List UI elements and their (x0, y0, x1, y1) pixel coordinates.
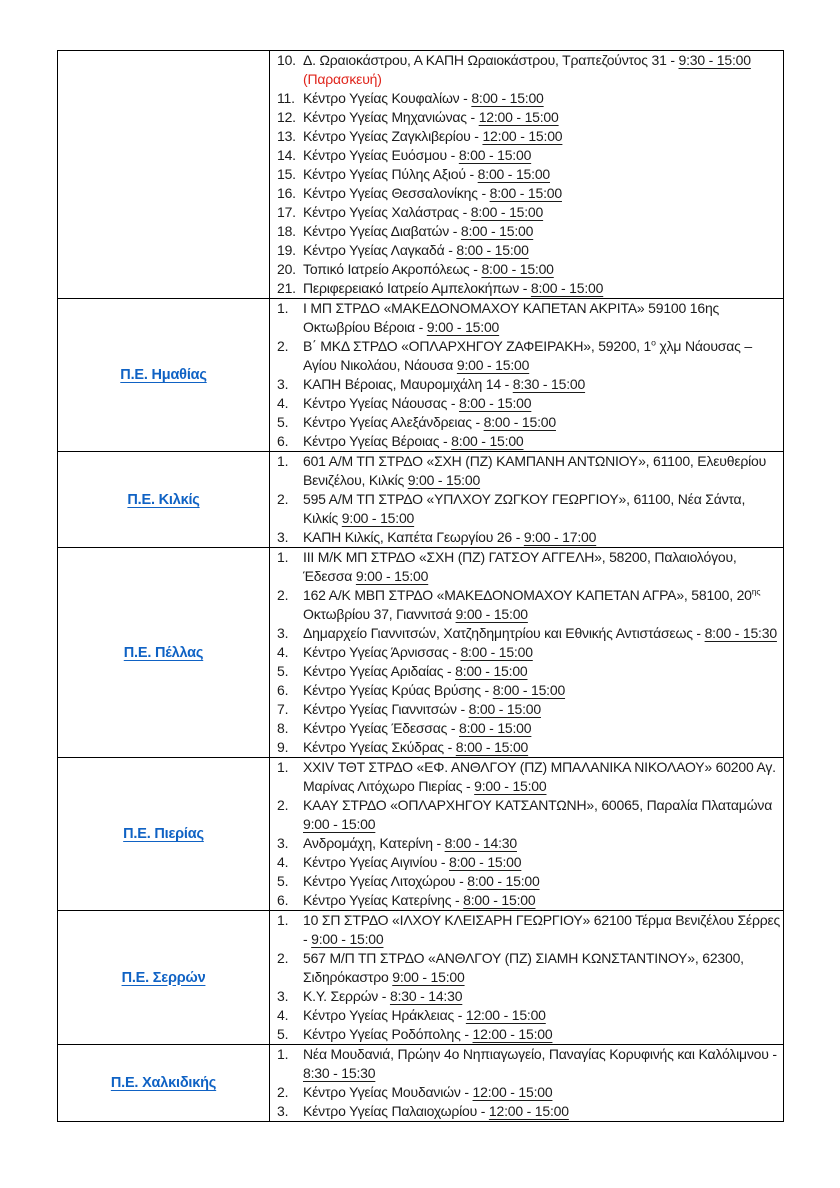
location-name: 162 Α/Κ ΜΒΠ ΣΤΡΔΟ «ΜΑΚΕΔΟΝΟΜΑΧΟΥ ΚΑΠΕΤΑΝ ΑΓΡΑ», 58100, 20 (303, 587, 752, 603)
location-name: Κέντρο Υγείας Άρνισσας - (303, 644, 461, 660)
item-number: 17. (277, 204, 296, 220)
item-number: 1. (277, 453, 289, 469)
location-item (270, 911, 783, 949)
item-text (303, 203, 783, 222)
location-list (270, 452, 783, 547)
opening-hours: 9:00 - 15:00 (407, 472, 481, 488)
item-number: 1. (277, 759, 289, 775)
item-number: 2. (277, 587, 289, 603)
item-number: 2. (277, 1084, 289, 1100)
location-list (270, 758, 783, 910)
location-name: Κέντρο Υγείας Ροδόπολης - (303, 1026, 473, 1042)
location-name: Κέντρο Υγείας Ηράκλειας - (303, 1007, 466, 1023)
location-name: ΚΑΑΥ ΣΤΡΔΟ «ΟΠΛΑΡΧΗΓΟΥ ΚΑΤΣΑΝΤΩΝΗ», 60065, Παραλία Πλαταμώνα (303, 797, 773, 813)
location-name-continued: χλμ Νάουσας – Αγίου Νικολάου, Νάουσα (303, 338, 752, 373)
item-number: 20. (277, 261, 296, 277)
locations-cell (270, 548, 784, 758)
location-name: Κέντρο Υγείας Αιγινίου - (303, 854, 450, 870)
location-name: 601 Α/Μ ΤΠ ΣΤΡΔΟ «ΣΧΗ (ΠΖ) ΚΑΜΠΑΝΗ ΑΝΤΩΝΙΟΥ», 61100, Ελευθερίου Βενιζέλου, Κιλκίς (303, 453, 767, 488)
opening-hours: 8:00 - 15:00 (477, 166, 550, 182)
location-name: ΚΑΠΗ Κιλκίς, Καπέτα Γεωργίου 26 - (303, 529, 524, 545)
location-item (270, 89, 783, 108)
location-name: Κέντρο Υγείας Βέροιας - (303, 433, 452, 449)
location-item (270, 662, 783, 681)
location-item (270, 127, 783, 146)
item-number: 8. (277, 720, 289, 736)
item-text (303, 241, 783, 260)
location-name: ΚΑΠΗ Βέροιας, Μαυρομιχάλη 14 - (303, 376, 513, 392)
item-text (303, 891, 783, 910)
item-number: 4. (277, 1007, 289, 1023)
region-label[interactable]: Π.Ε. Σερρών (121, 969, 206, 986)
location-item (270, 260, 783, 279)
location-item (270, 299, 783, 337)
opening-hours: 8:00 - 15:00 (483, 414, 556, 430)
opening-hours: 8:00 - 15:00 (481, 261, 554, 277)
opening-hours: 8:30 - 15:30 (303, 1065, 376, 1081)
opening-hours: 12:00 - 15:00 (472, 1026, 553, 1042)
location-item (270, 1102, 783, 1121)
location-name: Τοπικό Ιατρείο Ακροπόλεως - (303, 261, 482, 277)
location-item (270, 872, 783, 891)
location-list (270, 299, 783, 451)
item-number: 7. (277, 701, 289, 717)
location-item (270, 203, 783, 222)
opening-hours: 9:00 - 15:00 (426, 319, 500, 335)
location-item (270, 700, 783, 719)
opening-hours: 8:00 - 15:00 (459, 395, 532, 411)
location-name: Κέντρο Υγείας Νάουσας - (303, 395, 460, 411)
item-text (303, 1006, 783, 1025)
location-item (270, 758, 783, 796)
item-text (303, 222, 783, 241)
location-name: 567 Μ/Π ΤΠ ΣΤΡΔΟ «ΑΝΘΛΓΟΥ (ΠΖ) ΣΙΑΜΗ ΚΩΝΣΤΑΝΤΙΝΟΥ», 62300, Σιδηρόκαστρο (303, 950, 744, 985)
item-number: 3. (277, 376, 289, 392)
item-number: 5. (277, 1026, 289, 1042)
item-text (303, 911, 783, 949)
location-item (270, 891, 783, 910)
item-number: 12. (277, 109, 296, 125)
location-name: Περιφερειακό Ιατρείο Αμπελοκήπων - (303, 280, 531, 296)
opening-hours: 12:00 - 15:00 (488, 1103, 569, 1119)
item-text (303, 51, 783, 89)
opening-hours: 8:00 - 15:00 (456, 242, 529, 258)
opening-hours: 8:00 - 15:00 (455, 739, 529, 755)
location-name: Δ. Ωραιοκάστρου, Α ΚΑΠΗ Ωραιοκάστρου, Τραπεζούντος 31 - (303, 52, 679, 68)
ordinal-superscript: ης (751, 586, 761, 597)
item-text (303, 548, 783, 586)
locations-cell (270, 758, 784, 911)
location-item (270, 681, 783, 700)
location-name: Κέντρο Υγείας Ευόσμου - (303, 147, 459, 163)
opening-hours: 8:00 - 15:00 (471, 90, 544, 106)
location-list (270, 911, 783, 1044)
region-label[interactable]: Π.Ε. Ημαθίας (120, 367, 207, 383)
item-text (303, 1025, 783, 1044)
location-name: Κέντρο Υγείας Αλεξάνδρειας - (303, 414, 484, 430)
region-label[interactable]: Π.Ε. Χαλκιδικής (110, 1075, 217, 1091)
location-item (270, 834, 783, 853)
table-row (58, 299, 784, 452)
item-text (303, 394, 783, 413)
ordinal-superscript: ο (651, 337, 656, 348)
location-item (270, 222, 783, 241)
item-number: 2. (277, 797, 289, 813)
location-item (270, 375, 783, 394)
location-item (270, 719, 783, 738)
item-text (303, 146, 783, 165)
opening-hours: 8:00 - 15:00 (489, 185, 562, 201)
opening-hours: 8:00 - 15:00 (460, 644, 533, 660)
location-item (270, 624, 783, 643)
location-name: Κέντρο Υγείας Έδεσσας - (303, 720, 460, 736)
opening-hours: 12:00 - 15:00 (478, 109, 559, 125)
item-number: 5. (277, 663, 289, 679)
opening-hours: 8:30 - 15:00 (512, 376, 586, 392)
item-text (303, 662, 783, 681)
item-text (303, 796, 783, 834)
item-number: 13. (277, 128, 296, 144)
item-number: 11. (277, 90, 295, 106)
locations-table (57, 50, 784, 1122)
location-item (270, 184, 783, 203)
location-name: Κέντρο Υγείας Παλαιοχωρίου - (303, 1103, 489, 1119)
item-number: 2. (277, 338, 289, 354)
item-text (303, 949, 783, 987)
item-number: 1. (277, 300, 289, 316)
locations-cell (270, 299, 784, 452)
item-number: 3. (277, 529, 289, 545)
location-name: Β΄ ΜΚΔ ΣΤΡΔΟ «ΟΠΛΑΡΧΗΓΟΥ ΖΑΦΕΙΡΑΚΗ», 59200, 1 (303, 338, 652, 354)
location-item (270, 586, 783, 624)
location-name: 595 Α/Μ ΤΠ ΣΤΡΔΟ «ΥΠΛΧΟΥ ΖΩΓΚΟΥ ΓΕΩΡΓΙΟΥ», 61100, Νέα Σάντα, Κιλκίς (303, 491, 746, 526)
opening-hours: 8:00 - 15:00 (468, 701, 541, 717)
item-number: 4. (277, 644, 289, 660)
item-text (303, 299, 783, 337)
item-text (303, 108, 783, 127)
location-item (270, 413, 783, 432)
location-item (270, 241, 783, 260)
location-list (270, 1045, 783, 1121)
item-number: 6. (277, 682, 289, 698)
opening-hours: 8:00 - 15:30 (704, 625, 777, 641)
item-text (303, 184, 783, 203)
item-text (303, 127, 783, 146)
item-text (303, 700, 783, 719)
opening-hours: 8:00 - 15:00 (459, 720, 532, 736)
opening-hours: 8:00 - 15:00 (467, 873, 540, 889)
item-text (303, 719, 783, 738)
opening-hours: 8:00 - 15:00 (492, 682, 566, 698)
item-number: 1. (277, 549, 289, 565)
item-text (303, 872, 783, 891)
item-number: 16. (277, 185, 296, 201)
location-list (270, 548, 783, 757)
location-name: Κέντρο Υγείας Μουδανιών - (303, 1084, 473, 1100)
opening-hours: 8:00 - 15:00 (463, 892, 536, 908)
location-name-continued: Οκτωβρίου 37, Γιαννιτσά (303, 606, 456, 622)
location-name: Κέντρο Υγείας Σκύδρας - (303, 739, 456, 755)
opening-hours: 12:00 - 15:00 (482, 128, 563, 144)
location-name: Κέντρο Υγείας Κατερίνης - (303, 892, 464, 908)
location-item (270, 548, 783, 586)
region-label[interactable]: Π.Ε. Πιερίας (123, 826, 204, 842)
location-item (270, 432, 783, 451)
item-text (303, 834, 783, 853)
region-label[interactable]: Π.Ε. Κιλκίς (127, 491, 200, 508)
item-text (303, 432, 783, 451)
opening-hours: 9:00 - 17:00 (523, 529, 597, 545)
opening-hours: 9:00 - 15:00 (455, 606, 528, 622)
location-name: Κέντρο Υγείας Πύλης Αξιού - (303, 166, 478, 182)
location-item (270, 279, 783, 298)
item-number: 2. (277, 950, 289, 966)
opening-hours: 8:30 - 14:30 (389, 988, 463, 1004)
item-number: 4. (277, 395, 289, 411)
locations-cell (270, 452, 784, 548)
item-number: 14. (277, 147, 296, 163)
item-number: 1. (277, 912, 289, 928)
opening-hours: 9:00 - 15:00 (355, 568, 429, 584)
location-item (270, 1025, 783, 1044)
location-item (270, 394, 783, 413)
opening-hours: 8:00 - 15:00 (455, 663, 528, 679)
region-cell (58, 299, 270, 452)
location-item (270, 51, 783, 89)
opening-hours: 8:00 - 15:00 (530, 280, 604, 296)
item-text (303, 337, 783, 375)
item-number: 10. (277, 52, 296, 68)
item-number: 3. (277, 835, 289, 851)
locations-cell (270, 51, 784, 299)
opening-hours: 9:00 - 15:00 (392, 969, 465, 985)
table-row (58, 1045, 784, 1122)
item-text (303, 1102, 783, 1121)
location-item (270, 796, 783, 834)
location-name: Κέντρο Υγείας Κουφαλίων - (303, 90, 472, 106)
item-text (303, 452, 783, 490)
location-name: Κέντρο Υγείας Λαγκαδά - (303, 242, 457, 258)
item-text (303, 586, 783, 624)
item-number: 4. (277, 854, 289, 870)
location-item (270, 452, 783, 490)
locations-cell (270, 911, 784, 1045)
item-text (303, 853, 783, 872)
location-item (270, 1083, 783, 1102)
item-text (303, 738, 783, 757)
item-number: 3. (277, 625, 289, 641)
location-name: Κέντρο Υγείας Γιαννιτσών - (303, 701, 469, 717)
location-item (270, 337, 783, 375)
location-name: Κέντρο Υγείας Λιτοχώρου - (303, 873, 468, 889)
item-text (303, 413, 783, 432)
opening-hours: 12:00 - 15:00 (465, 1007, 546, 1023)
item-text (303, 624, 783, 643)
region-cell (58, 758, 270, 911)
item-number: 21. (277, 280, 296, 296)
item-number: 19. (277, 242, 296, 258)
item-number: 3. (277, 1103, 289, 1119)
table-row (58, 452, 784, 548)
item-text (303, 528, 783, 547)
location-item (270, 490, 783, 528)
location-name: Κέντρο Υγείας Διαβατών - (303, 223, 461, 239)
item-text (303, 260, 783, 279)
item-text (303, 1083, 783, 1102)
location-item (270, 1045, 783, 1083)
item-text (303, 987, 783, 1006)
location-name: 10 ΣΠ ΣΤΡΔΟ «ΙΛΧΟΥ ΚΛΕΙΣΑΡΗ ΓΕΩΡΓΙΟΥ» 62100 Τέρμα Βενιζέλου Σέρρες - (303, 912, 781, 947)
location-item (270, 949, 783, 987)
location-item (270, 987, 783, 1006)
location-name: Νέα Μουδανιά, Πρώην 4ο Νηπιαγωγείο, Παναγίας Κορυφινής και Καλόλιμνου - (303, 1046, 777, 1062)
opening-hours: 8:00 - 15:00 (449, 854, 522, 870)
location-name: Κέντρο Υγείας Αριδαίας - (303, 663, 456, 679)
location-name: Ανδρομάχη, Κατερίνη - (303, 835, 445, 851)
item-number: 6. (277, 892, 289, 908)
opening-hours: 12:00 - 15:00 (472, 1084, 553, 1100)
location-item (270, 146, 783, 165)
opening-hours: 9:00 - 15:00 (311, 931, 384, 947)
opening-hours: 9:00 - 15:00 (474, 778, 547, 794)
item-number: 2. (277, 491, 289, 507)
opening-hours: 8:00 - 15:00 (470, 204, 544, 220)
location-item (270, 738, 783, 757)
region-cell (58, 548, 270, 758)
item-number: 1. (277, 1046, 289, 1062)
location-name: Κέντρο Υγείας Ζαγκλιβερίου - (303, 128, 483, 144)
region-cell (58, 452, 270, 548)
item-text (303, 279, 783, 298)
table-row (58, 911, 784, 1045)
location-item (270, 165, 783, 184)
location-name: Κέντρο Υγείας Μηχανιώνας - (303, 109, 479, 125)
locations-cell (270, 1045, 784, 1122)
location-name: Ι ΜΠ ΣΤΡΔΟ «ΜΑΚΕΔΟΝΟΜΑΧΟΥ ΚΑΠΕΤΑΝ ΑΚΡΙΤΑ» 59100 16ης Οκτωβρίου Βέροια - (303, 300, 720, 335)
item-number: 9. (277, 739, 289, 755)
item-number: 5. (277, 414, 289, 430)
location-list (270, 51, 783, 298)
location-name: ΙΙΙ Μ/Κ ΜΠ ΣΤΡΔΟ «ΣΧΗ (ΠΖ) ΓΑΤΣΟΥ ΑΓΓΕΛΗ», 58200, Παλαιολόγου, Έδεσσα (303, 549, 737, 584)
item-number: 18. (277, 223, 296, 239)
location-name: Κ.Υ. Σερρών - (303, 988, 390, 1004)
opening-hours: 9:00 - 15:00 (303, 816, 376, 832)
location-name: Δημαρχείο Γιαννιτσών, Χατζηδημητρίου και Εθνικής Αντιστάσεως - (303, 625, 705, 641)
item-text (303, 89, 783, 108)
item-number: 6. (277, 433, 289, 449)
location-name: Κέντρο Υγείας Κρύας Βρύσης - (303, 682, 493, 698)
table-row (58, 51, 784, 299)
table-row (58, 548, 784, 758)
opening-hours: 8:00 - 15:00 (460, 223, 534, 239)
day-note: (Παρασκευή) (303, 71, 382, 87)
location-name: XXIV ΤΘΤ ΣΤΡΔΟ «ΕΦ. ΑΝΘΛΓΟΥ (ΠΖ) ΜΠΑΛΑΝΙΚΑ ΝΙΚΟΛΑΟΥ» 60200 Αγ. Μαρίνας Λιτόχωρο Πιερίας - (303, 759, 776, 794)
item-number: 3. (277, 988, 289, 1004)
item-text (303, 490, 783, 528)
item-text (303, 681, 783, 700)
opening-hours: 9:00 - 15:00 (341, 510, 415, 526)
region-cell (58, 51, 270, 299)
location-item (270, 853, 783, 872)
location-item (270, 108, 783, 127)
opening-hours: 8:00 - 15:00 (458, 147, 532, 163)
item-text (303, 165, 783, 184)
location-item (270, 1006, 783, 1025)
location-name: Κέντρο Υγείας Θεσσαλονίκης - (303, 185, 490, 201)
location-item (270, 528, 783, 547)
table-row (58, 758, 784, 911)
item-number: 5. (277, 873, 289, 889)
item-text (303, 643, 783, 662)
region-label[interactable]: Π.Ε. Πέλλας (123, 644, 204, 661)
item-number: 15. (277, 166, 296, 182)
opening-hours: 9:30 - 15:00 (678, 52, 751, 68)
opening-hours: 8:00 - 15:00 (451, 433, 524, 449)
item-text (303, 758, 783, 796)
location-item (270, 643, 783, 662)
item-text (303, 375, 783, 394)
region-cell (58, 1045, 270, 1122)
opening-hours: 8:00 - 14:30 (444, 835, 517, 851)
opening-hours: 9:00 - 15:00 (456, 357, 530, 373)
item-text (303, 1045, 783, 1083)
region-cell (58, 911, 270, 1045)
location-name: Κέντρο Υγείας Χαλάστρας - (303, 204, 471, 220)
